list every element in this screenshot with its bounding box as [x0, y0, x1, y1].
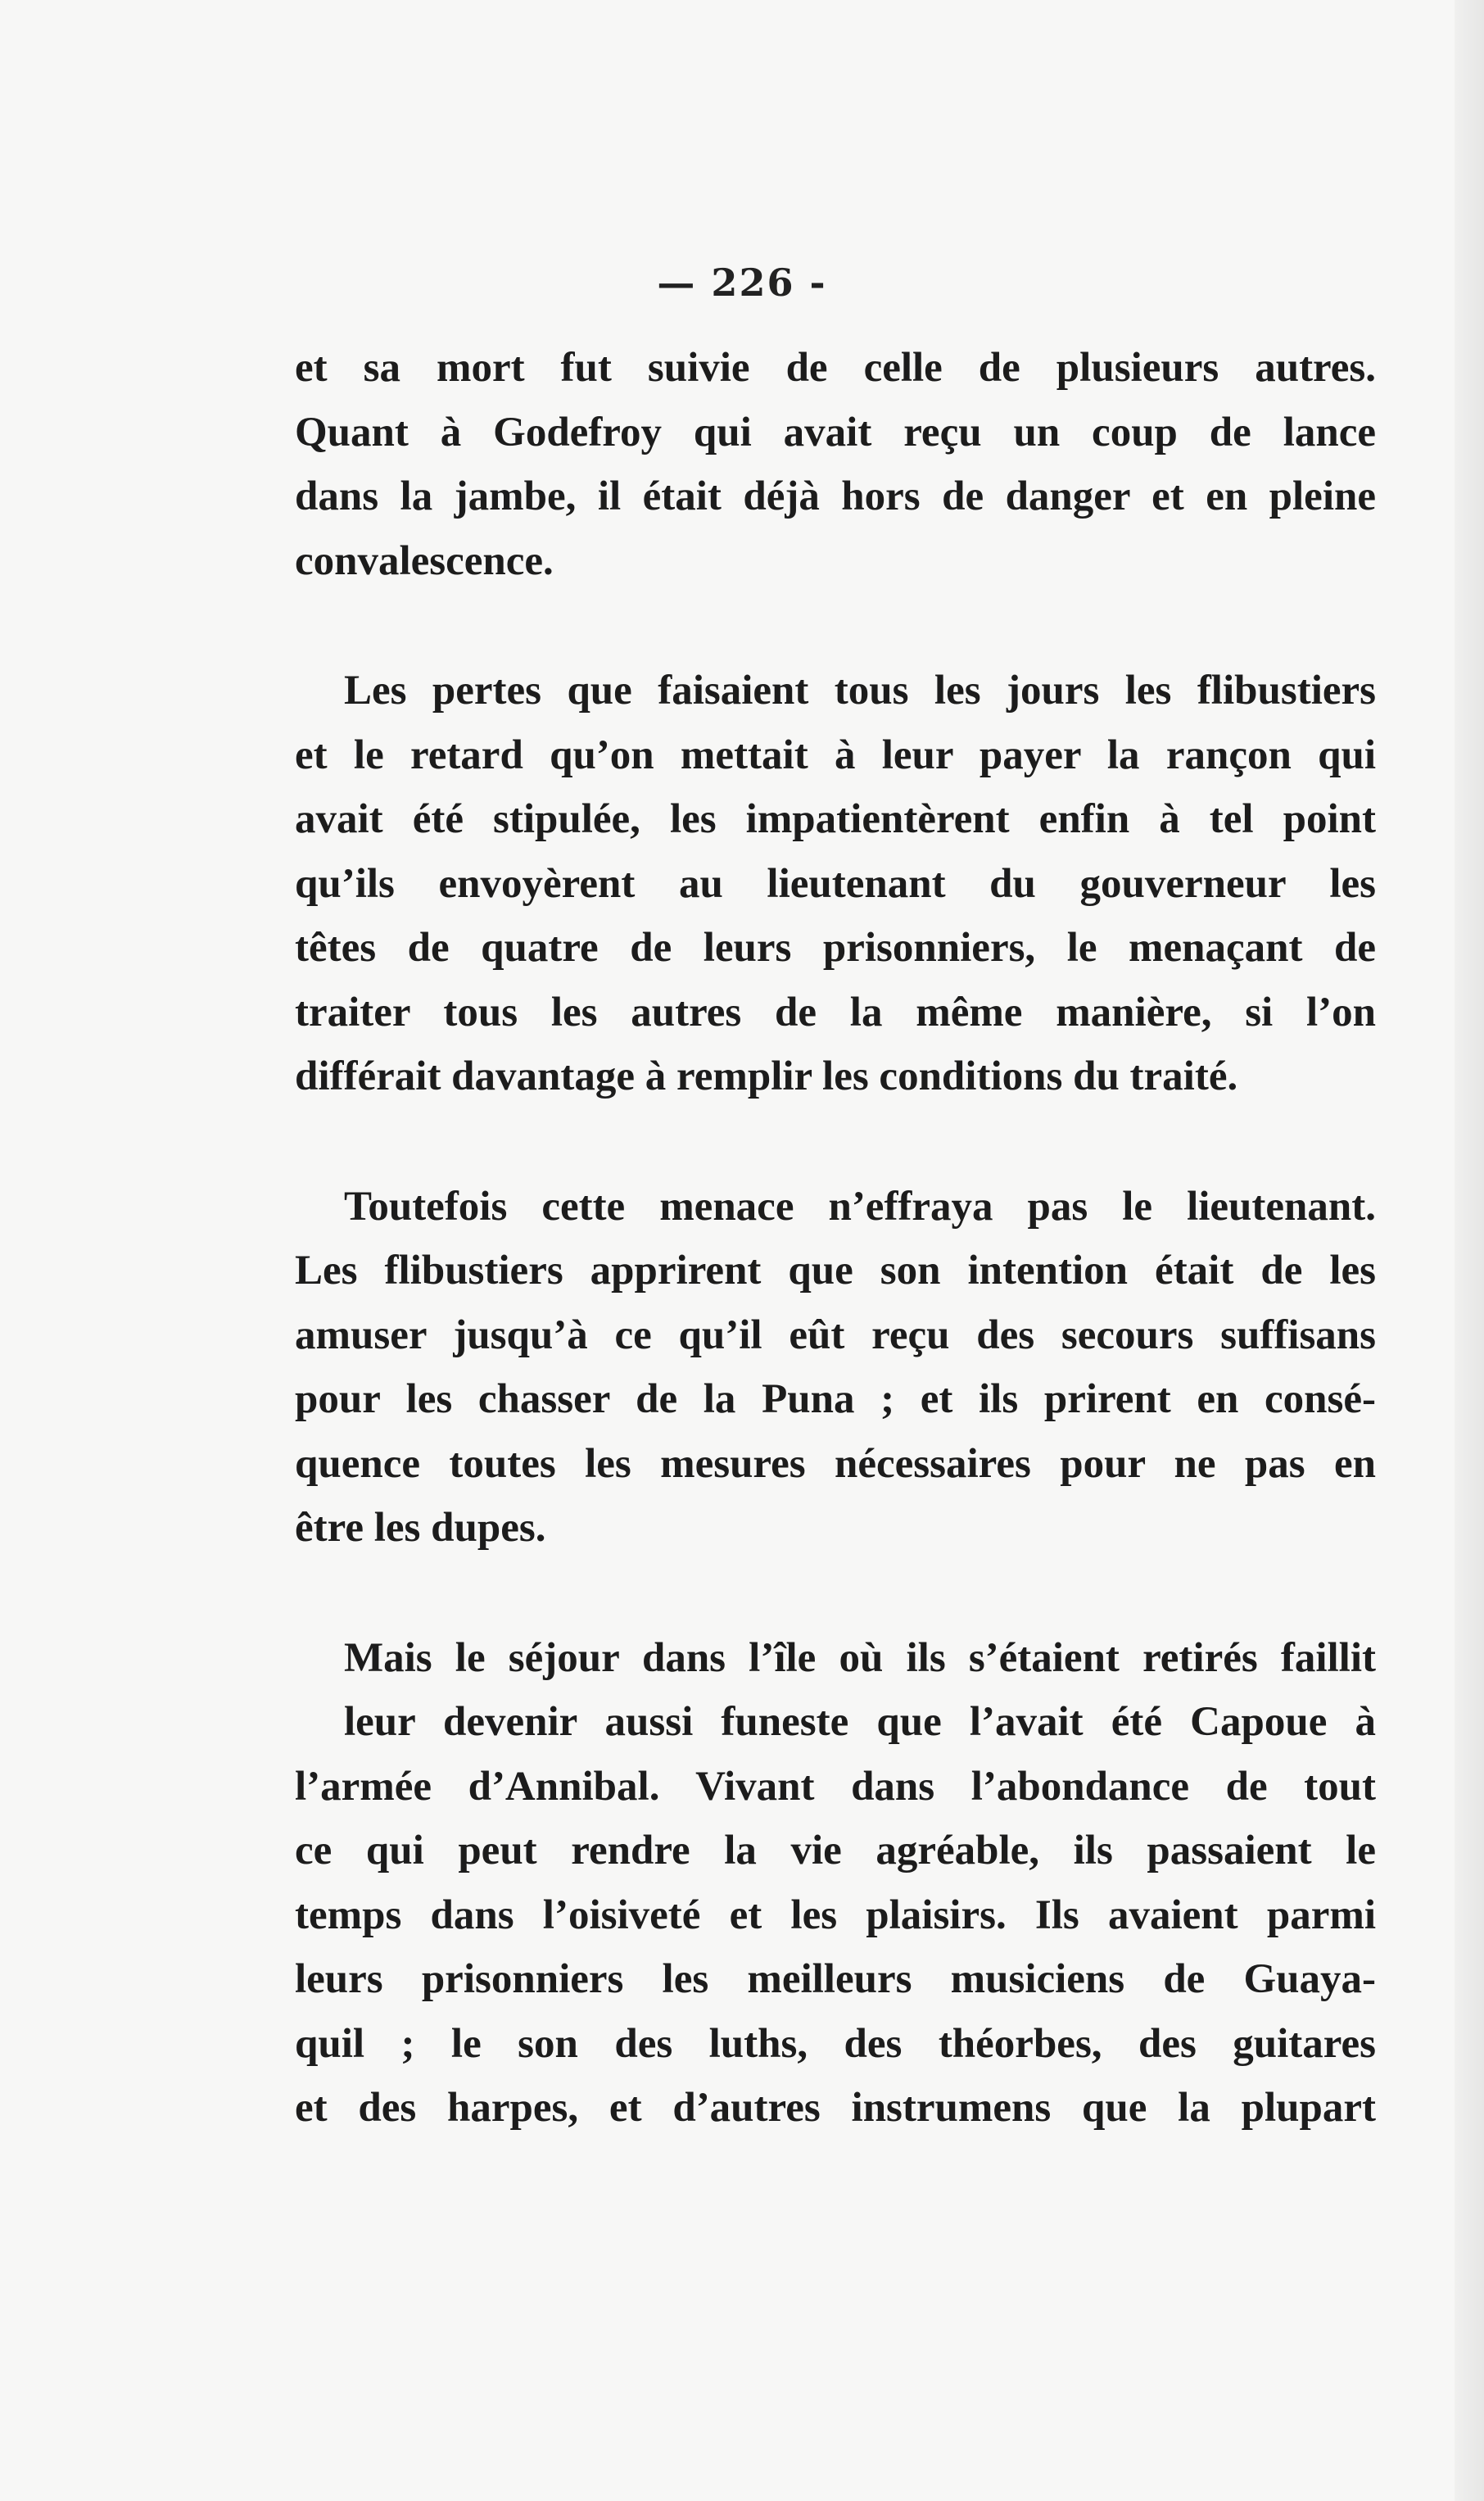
paragraph-2 [295, 659, 1376, 1109]
body-text [295, 336, 1376, 2206]
text-line: leur devenir aussi funeste que l’avait été Capoue à [344, 1699, 1376, 1745]
text-line: quence toutes les mesures nécessaires pour ne pas en [295, 1440, 1376, 1487]
text-line: convalescence. [295, 537, 554, 584]
text-line: différait davantage à remplir les conditions du traité. [295, 1053, 1238, 1099]
text-line: traiter tous les autres de la même manière, si l’on [295, 989, 1376, 1035]
page-number: — 226 - [657, 261, 827, 305]
paragraph-4 [295, 1626, 1376, 2141]
text-line: quil ; le son des luths, des théorbes, des guitares [295, 2020, 1376, 2067]
text-line: avait été stipulée, les impatientèrent enfin à tel point [295, 796, 1376, 842]
text-line: Les pertes que faisaient tous les jours les flibustiers [344, 668, 1376, 714]
text-line: Quant à Godefroy qui avait reçu un coup de lance [295, 409, 1376, 455]
text-line: l’armée d’Annibal. Vivant dans l’abondance de tout [295, 1763, 1376, 1810]
text-line: et le retard qu’on mettait à leur payer la rançon qui [295, 732, 1376, 778]
text-line: et sa mort fut suivie de celle de plusieurs autres. [295, 345, 1376, 391]
text-line: qu’ils envoyèrent au lieutenant du gouverneur les [295, 860, 1376, 907]
text-line: Les flibustiers apprirent que son intention était de les [295, 1248, 1376, 1294]
page-edge-shadow [1455, 0, 1484, 2501]
text-line: et des harpes, et d’autres instrumens que la plupart [295, 2085, 1376, 2131]
text-line: temps dans l’oisiveté et les plaisirs. Ils avaient parmi [295, 1892, 1376, 1938]
text-line: amuser jusqu’à ce qu’il eût reçu des secours suffisans [295, 1312, 1376, 1358]
text-line: Toutefois cette menace n’effraya pas le lieutenant. [344, 1183, 1376, 1230]
text-line: ce qui peut rendre la vie agréable, ils passaient le [295, 1828, 1376, 1873]
text-line: leurs prisonniers les meilleurs musiciens de Guaya- [295, 1956, 1376, 2002]
paragraph-3 [295, 1175, 1376, 1561]
paragraph-1 [295, 336, 1376, 593]
text-line: dans la jambe, il était déjà hors de danger et en pleine [295, 473, 1376, 519]
text-line: être les dupes. [295, 1505, 546, 1551]
text-line: pour les chasser de la Puna ; et ils prirent en consé- [295, 1376, 1376, 1422]
text-line: têtes de quatre de leurs prisonniers, le menaçant de [295, 925, 1376, 971]
text-line: Mais le séjour dans l’île où ils s’étaient retirés faillit [344, 1634, 1376, 1681]
